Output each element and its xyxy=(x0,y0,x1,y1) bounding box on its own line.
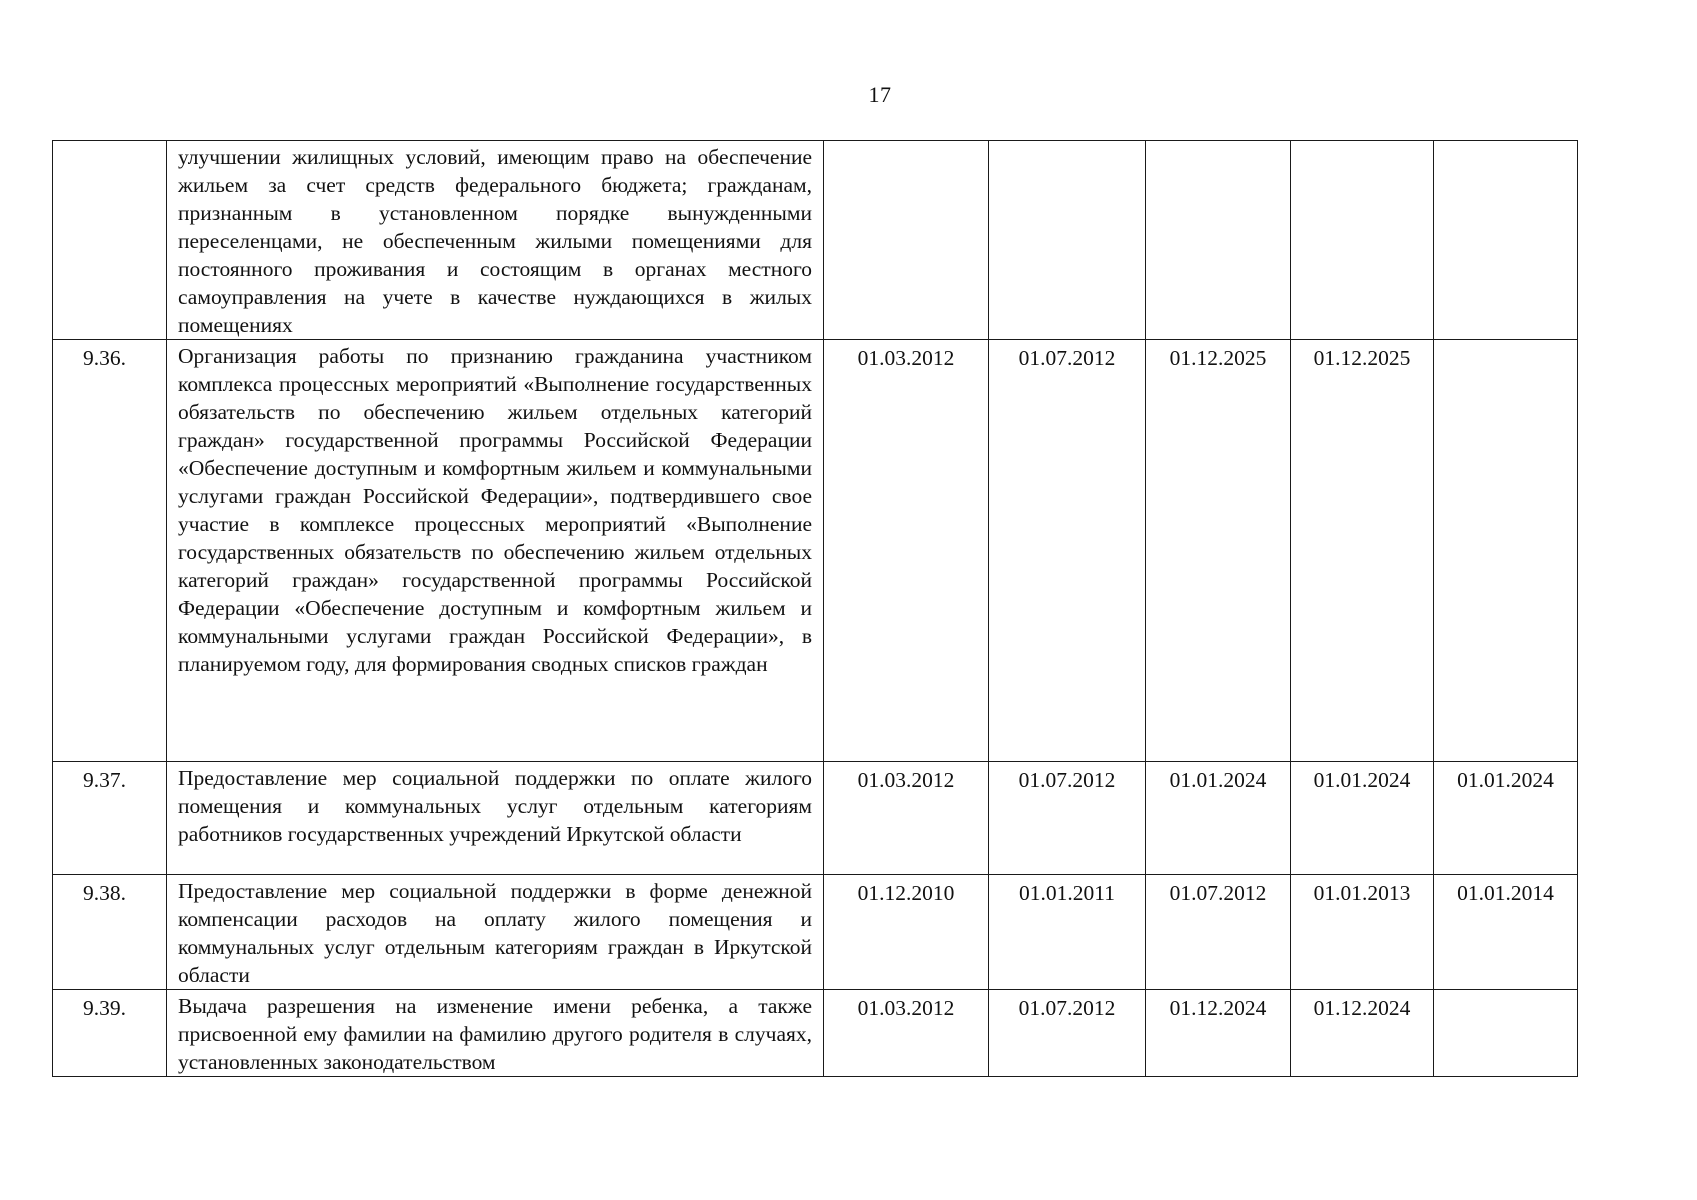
table-row xyxy=(53,875,1578,990)
date-cell xyxy=(1146,141,1291,340)
date-cell: 01.01.2024 xyxy=(1146,762,1291,875)
date-cell: 01.01.2011 xyxy=(989,875,1146,990)
page-number: 17 xyxy=(868,82,892,107)
row-description-text: улучшении жилищных условий, имеющим право на обеспечение жильем за счет средств федерального бюджета; гражданам, признанным в установленном порядке вынужденными переселенцами, не обеспеченным жилыми помещениями для постоянного проживания и состоящим в органах местного самоуправления на учете в качестве нуждающихся в жилых помещениях xyxy=(178,145,812,337)
date-cell xyxy=(1434,340,1578,762)
date-cell: 01.01.2024 xyxy=(1291,762,1434,875)
date-cell: 01.03.2012 xyxy=(824,762,989,875)
row-description xyxy=(167,340,824,762)
date-cell: 01.07.2012 xyxy=(989,762,1146,875)
row-description xyxy=(167,762,824,875)
date-cell xyxy=(989,141,1146,340)
row-description xyxy=(167,875,824,990)
row-number: 9.36. xyxy=(53,340,167,762)
date-cell: 01.12.2024 xyxy=(1146,990,1291,1077)
date-cell: 01.12.2010 xyxy=(824,875,989,990)
date-cell: 01.01.2024 xyxy=(1434,762,1578,875)
date-cell xyxy=(1434,990,1578,1077)
row-description-text: Предоставление мер социальной поддержки по оплате жилого помещения и коммунальных услуг отдельным категориям работников государственных учреждений Иркутской области xyxy=(178,766,812,846)
date-cell: 01.12.2025 xyxy=(1146,340,1291,762)
row-description-text: Выдача разрешения на изменение имени ребенка, а также присвоенной ему фамилии на фамилию другого родителя в случаях, установленных законодательством xyxy=(178,994,812,1074)
measures-table xyxy=(52,140,1578,1077)
row-number: 9.39. xyxy=(53,990,167,1077)
row-description xyxy=(167,990,824,1077)
row-description-text: Организация работы по признанию гражданина участником комплекса процессных мероприятий «Выполнение государственных обязательств по обеспечению жильем отдельных категорий граждан» государственной программы Российской Федерации «Обеспечение доступным и комфортным жильем и коммунальными услугами граждан Российской Федерации», подтвердившего свое участие в комплексе процессных мероприятий «Выполнение государственных обязательств по обеспечению жильем отдельных категорий граждан» государственной программы Российской Федерации «Обеспечение доступным и комфортным жильем и коммунальными услугами граждан Российской Федерации», в планируемом году, для формирования сводных списков граждан xyxy=(178,344,812,676)
date-cell: 01.07.2012 xyxy=(989,990,1146,1077)
row-description-text: Предоставление мер социальной поддержки в форме денежной компенсации расходов на оплату жилого помещения и коммунальных услуг отдельным категориям граждан в Иркутской области xyxy=(178,879,812,987)
date-cell xyxy=(1434,141,1578,340)
table-row xyxy=(53,141,1578,340)
date-cell: 01.03.2012 xyxy=(824,990,989,1077)
date-cell: 01.01.2013 xyxy=(1291,875,1434,990)
date-cell: 01.07.2012 xyxy=(1146,875,1291,990)
row-number: 9.38. xyxy=(53,875,167,990)
table-row xyxy=(53,762,1578,875)
table-body xyxy=(53,141,1578,1077)
date-cell xyxy=(1291,141,1434,340)
date-cell: 01.03.2012 xyxy=(824,340,989,762)
date-cell: 01.12.2024 xyxy=(1291,990,1434,1077)
date-cell: 01.12.2025 xyxy=(1291,340,1434,762)
table-row xyxy=(53,990,1578,1077)
row-number xyxy=(53,141,167,340)
date-cell: 01.01.2014 xyxy=(1434,875,1578,990)
date-cell: 01.07.2012 xyxy=(989,340,1146,762)
date-cell xyxy=(824,141,989,340)
row-number: 9.37. xyxy=(53,762,167,875)
table-row xyxy=(53,340,1578,762)
row-description xyxy=(167,141,824,340)
